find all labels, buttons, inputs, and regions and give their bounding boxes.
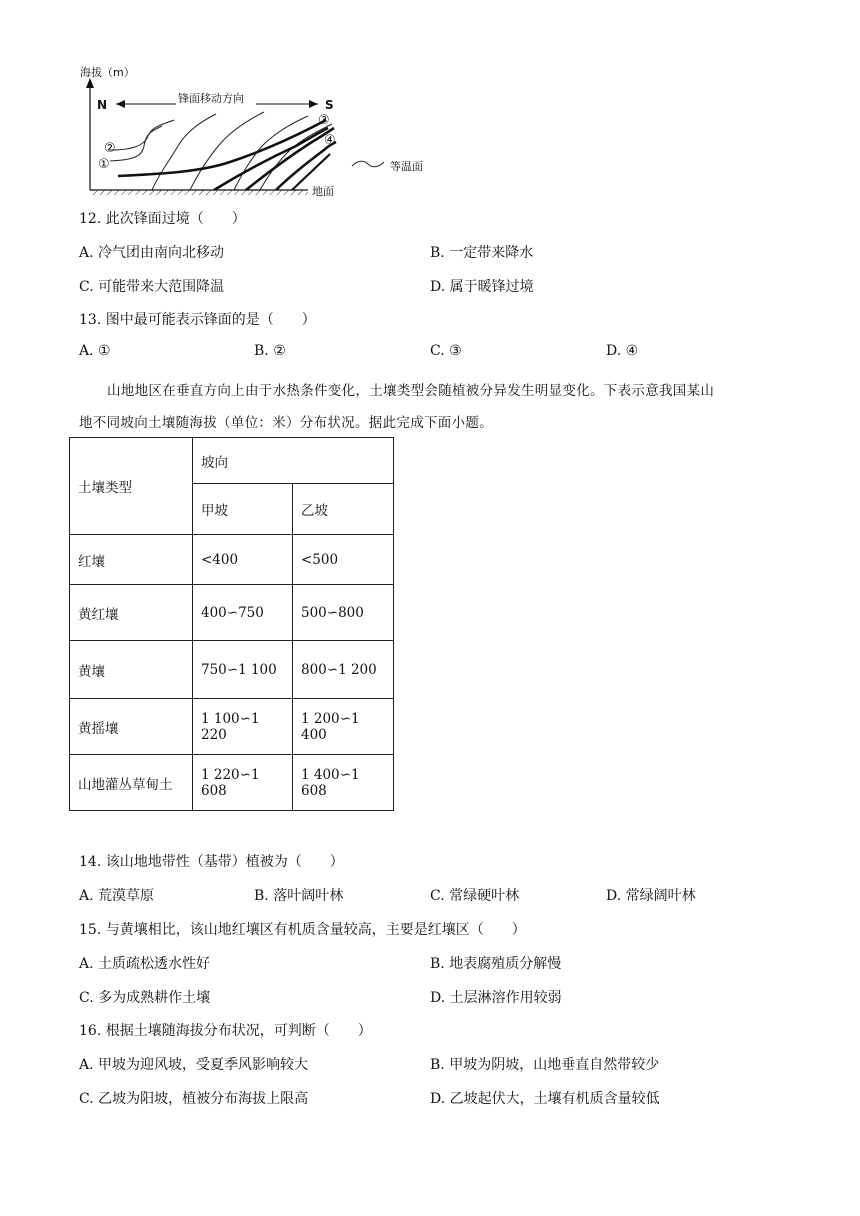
direction-arrow-right-head (309, 100, 318, 108)
q12-stem: 12. 此次锋面过境（ ） (79, 211, 246, 227)
header-slope-aspect: 坡向 (193, 438, 394, 484)
legend-label: 等温面 (390, 160, 423, 173)
y-axis-arrowhead (86, 78, 94, 88)
legend-isotherm-symbol (352, 161, 384, 167)
q13-stem: 13. 图中最可能表示锋面的是（ ） (79, 312, 316, 328)
q16-option-a[interactable]: A. 甲坡为迎风坡，受夏季风影响较大 (79, 1057, 309, 1073)
table-row (70, 755, 394, 811)
line-label-4: ④ (324, 133, 336, 148)
slope-a-cell: <400 (193, 535, 293, 585)
table-row (70, 585, 394, 641)
north-label: N (97, 98, 108, 112)
soil-type-cell: 黄红壤 (70, 585, 193, 641)
front-line-bold-1 (118, 120, 326, 176)
slope-a-cell: 400∽750 (193, 585, 293, 641)
slope-b-cell: <500 (293, 535, 394, 585)
ground-hatch (90, 190, 308, 195)
front-diagram (70, 62, 440, 202)
direction-arrow-left-head (116, 100, 125, 108)
q14-stem: 14. 该山地地带性（基带）植被为（ ） (79, 854, 344, 870)
q15-option-b[interactable]: B. 地表腐殖质分解慢 (430, 956, 562, 972)
line-label-3: ③ (318, 113, 330, 128)
header-slope-a: 甲坡 (193, 484, 293, 535)
q14-option-d[interactable]: D. 常绿阔叶林 (606, 888, 696, 904)
south-label: S (325, 98, 334, 112)
q12-option-c[interactable]: C. 可能带来大范围降温 (79, 279, 225, 295)
header-slope-b: 乙坡 (293, 484, 394, 535)
q13-option-b[interactable]: B. ② (254, 343, 286, 359)
ground-label: 地面 (312, 185, 334, 198)
q14-option-c[interactable]: C. 常绿硬叶林 (430, 888, 520, 904)
isotherm-line-1 (110, 126, 162, 161)
header-soil-type: 土壤类型 (70, 438, 193, 535)
isotherm-line-4 (190, 112, 264, 190)
soil-type-cell: 红壤 (70, 535, 193, 585)
q13-option-c[interactable]: C. ③ (430, 343, 462, 359)
soil-type-cell: 黄壤 (70, 641, 193, 699)
slope-a-cell: 1 220∽1 608 (193, 755, 293, 811)
q14-option-a[interactable]: A. 荒漠草原 (79, 888, 155, 904)
slope-b-cell: 500∽800 (293, 585, 394, 641)
q12-option-b[interactable]: B. 一定带来降水 (430, 245, 534, 261)
arrow-label: 锋面移动方向 (178, 92, 244, 105)
q12-option-d[interactable]: D. 属于暖锋过境 (430, 279, 534, 295)
passage-line-1: 山地地区在垂直方向上由于水热条件变化，土壤类型会随植被分异发生明显变化。下表示意我国某山 (107, 383, 715, 399)
table-row (70, 699, 394, 755)
q15-option-d[interactable]: D. 土层淋溶作用较弱 (430, 990, 562, 1006)
soil-type-cell: 黄摇壤 (70, 699, 193, 755)
q12-option-a[interactable]: A. 冷气团由南向北移动 (79, 245, 225, 261)
isotherm-line-2 (110, 120, 174, 150)
slope-b-cell: 1 200∽1 400 (293, 699, 394, 755)
slope-b-cell: 1 400∽1 608 (293, 755, 394, 811)
slope-a-cell: 750∽1 100 (193, 641, 293, 699)
passage-line-2: 地不同坡向土壤随海拔（单位：米）分布状况。据此完成下面小题。 (79, 415, 493, 431)
q16-option-c[interactable]: C. 乙坡为阳坡，植被分布海拔上限高 (79, 1091, 309, 1107)
line-label-1: ① (98, 157, 110, 172)
soil-table (69, 437, 394, 811)
q15-option-a[interactable]: A. 土质疏松透水性好 (79, 956, 211, 972)
front-line-bold-4 (276, 142, 336, 190)
table-row (70, 535, 394, 585)
slope-a-cell: 1 100∽1 220 (193, 699, 293, 755)
y-axis-label: 海拔（m） (80, 66, 135, 79)
q14-option-b[interactable]: B. 落叶阔叶林 (254, 888, 344, 904)
table-row (70, 641, 394, 699)
line-label-2: ② (104, 141, 116, 156)
q15-stem: 15. 与黄壤相比，该山地红壤区有机质含量较高，主要是红壤区（ ） (79, 922, 526, 938)
slope-b-cell: 800∽1 200 (293, 641, 394, 699)
q13-option-a[interactable]: A. ① (79, 343, 111, 359)
q15-option-c[interactable]: C. 多为成熟耕作土壤 (79, 990, 211, 1006)
isotherm-line-3 (152, 114, 216, 190)
soil-type-cell: 山地灌丛草甸土 (70, 755, 193, 811)
q16-option-b[interactable]: B. 甲坡为阴坡，山地垂直自然带较少 (430, 1057, 660, 1073)
q13-option-d[interactable]: D. ④ (606, 343, 639, 359)
q16-stem: 16. 根据土壤随海拔分布状况，可判断（ ） (79, 1023, 372, 1039)
q16-option-d[interactable]: D. 乙坡起伏大，土壤有机质含量较低 (430, 1091, 660, 1107)
